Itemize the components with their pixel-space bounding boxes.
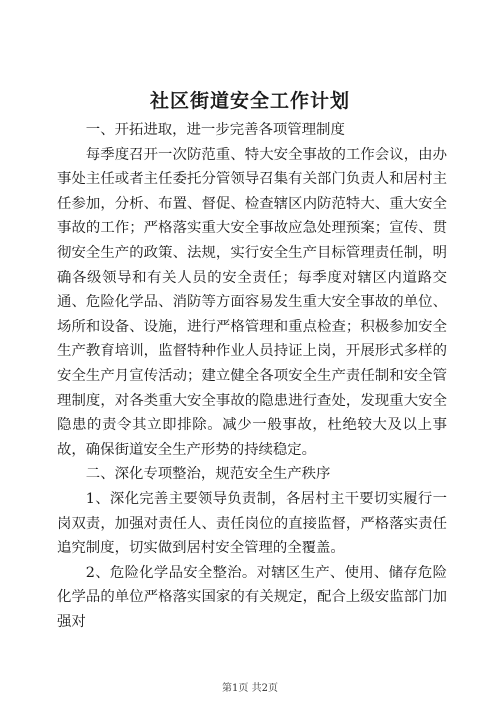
page-number-footer: 第1页 共2页 xyxy=(222,683,278,694)
body-paragraph: 1、深化完善主要领导负责制，各居村主干要切实履行一岗双责，加强对责任人、责任岗位的直接监督，严格落实责任追究制度，切实做到居村安全管理的全覆盖。 xyxy=(57,490,447,557)
body-paragraph: 2、危险化学品安全整治。对辖区生产、使用、储存危险化学品的单位严格落实国家的有关规定，配合上级安监部门加强对 xyxy=(57,564,447,630)
document-title: 社区街道安全工作计划 xyxy=(149,90,350,112)
section-heading-1: 一、开拓进取，进一步完善各项管理制度 xyxy=(85,122,345,138)
section-heading-2: 二、深化专项整治，规范安全生产秩序 xyxy=(85,466,331,483)
body-paragraph: 每季度召开一次防范重、特大安全事故的工作会议，由办事处主任或者主任委托分管领导召集有关部门负责人和居村主任参加，分析、布置、督促、检查辖区内防范特大、重大安全事故的工作；严格落实重大安全事故应急处理预案；宣传、贯彻安全生产的政策、法规，实行安全生产目标管理责任制，明确各级领导和有关人员的安全责任；每季度对辖区内道路交通、危险化学品、消防等方面容易发生重大安全事故的单位、场所和设备、设施，进行严格管理和重点检查；积极参加安全生产教育培训，监督特种作业人员持证上岗，开展形式多样的安全生产月宣传活动；建立健全各项安全生产责任制和安全管理制度，对各类重大安全事故的隐患进行查处，发现重大安全隐患的责令其立即排除。减少一般事故，杜绝较大及以上事故，确保街道安全生产形势的持续稳定。 xyxy=(57,146,447,458)
document-body xyxy=(57,118,447,634)
